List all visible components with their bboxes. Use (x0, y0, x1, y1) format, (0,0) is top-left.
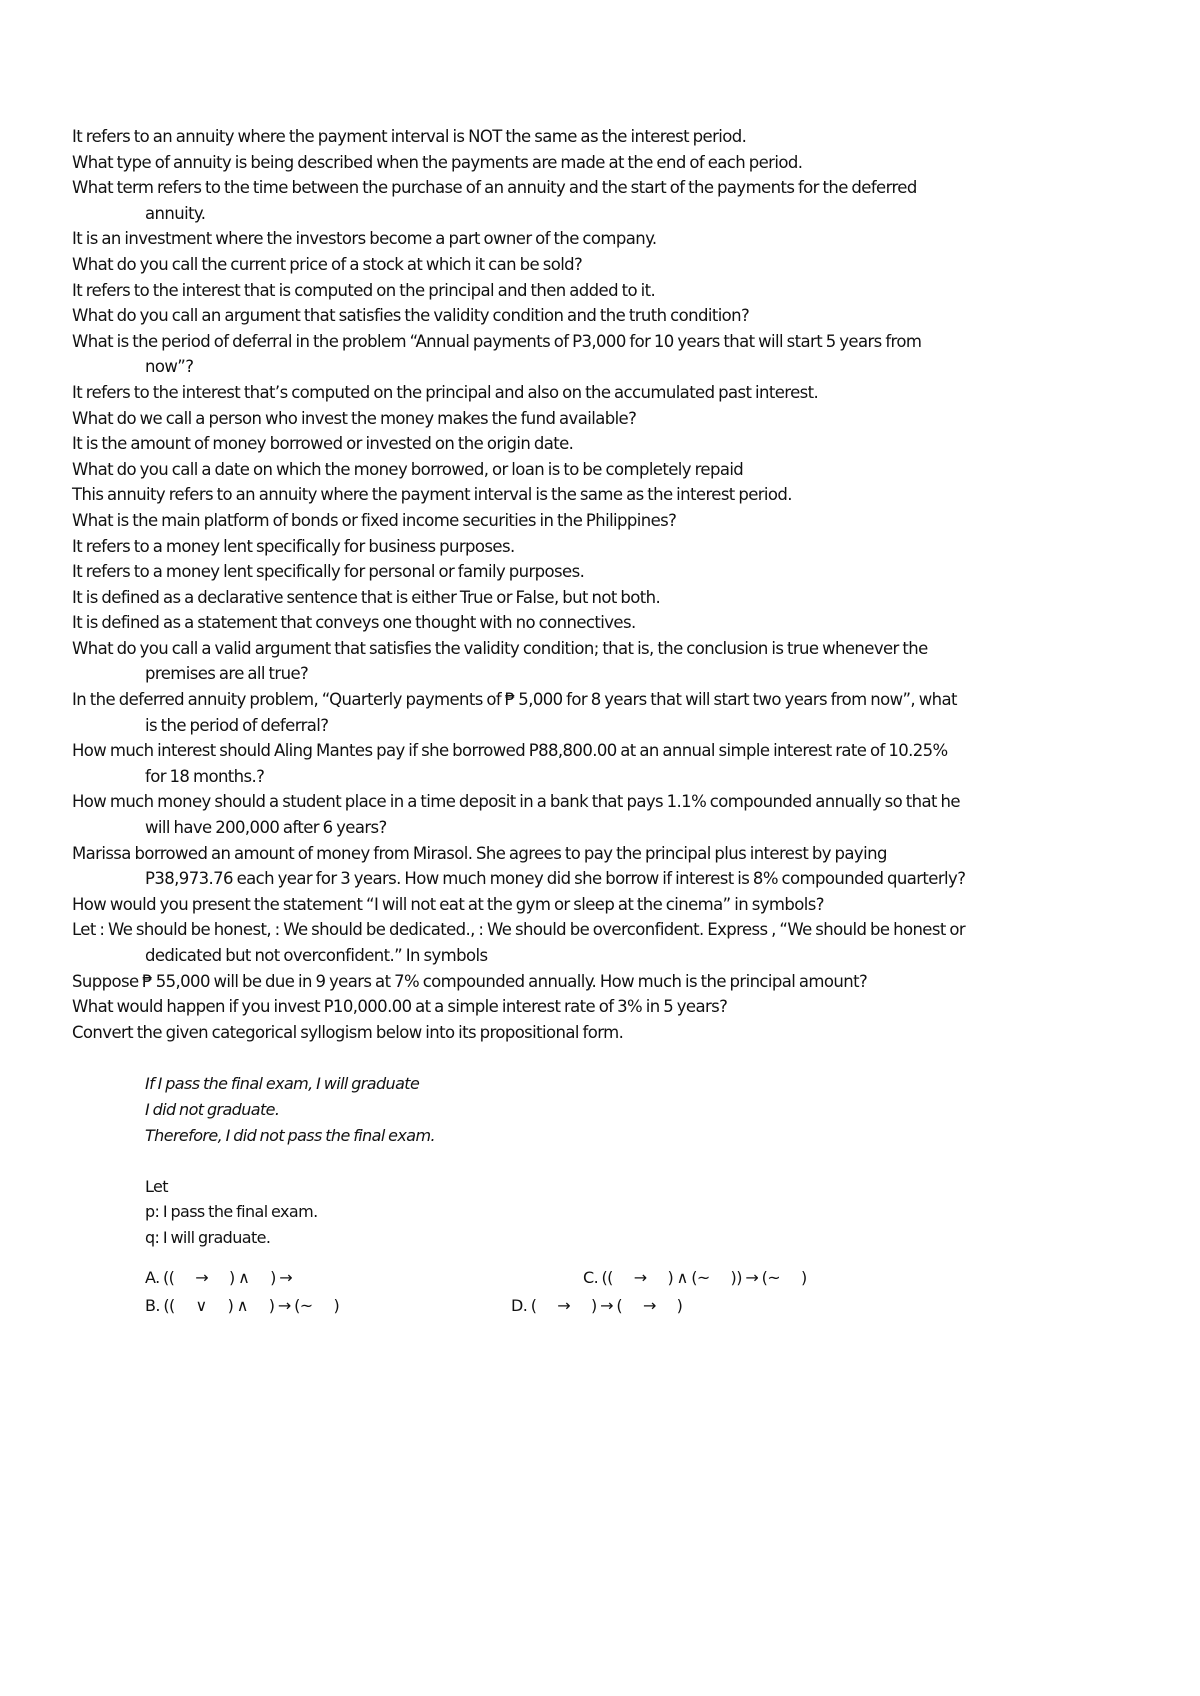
question-item: What do you call a valid argument that satisfies the validity condition; that is, the conclusion is true whenever the premises are all true? (72, 638, 928, 684)
answer-choices (145, 1265, 972, 1321)
p-definition: p: I pass the final exam. (145, 1202, 318, 1222)
let-label: Let (145, 1176, 168, 1196)
question-item: It is an investment where the investors become a part owner of the company. (72, 229, 657, 249)
question-item: What term refers to the time between the purchase of an annuity and the start of the payments for the deferred annuity. (72, 178, 917, 223)
question-item: Let : We should be honest, : We should be dedicated., : We should be overconfident. Express , “We should be honest or dedicated but not overconfident.” In symbols (72, 920, 966, 965)
choice-d: D. ( → ) → ( → ) (511, 1295, 683, 1315)
question-item: How much interest should Aling Mantes pay if she borrowed P88,800.00 at an annual simple interest rate of 10.25% for 18 months.? (72, 741, 948, 786)
question-list (72, 124, 972, 1321)
question-item: Marissa borrowed an amount of money from Mirasol. She agrees to pay the principal plus interest by paying P38,973.76 each year for 3 years. How much money did she borrow if interest is 8% compounded quarterly? (72, 843, 966, 889)
question-item: What type of annuity is being described when the payments are made at the end of each period. (72, 152, 803, 172)
question-item: It refers to a money lent specifically for personal or family purposes. (72, 562, 585, 582)
question-item: In the deferred annuity problem, “Quarterly payments of ₱ 5,000 for 8 years that will start two years from now”, what is the period of deferral? (72, 690, 957, 735)
question-item: What do you call the current price of a stock at which it can be sold? (72, 254, 583, 274)
choice-b: B. (( ∨ ) ∧ ) → (~ ) (145, 1295, 340, 1315)
q-definition: q: I will graduate. (145, 1227, 271, 1247)
question-item: What do you call an argument that satisfies the validity condition and the truth condition? (72, 306, 750, 326)
syllogism-premise-1: If I pass the final exam, I will graduate (145, 1074, 420, 1094)
syllogism-premise-2: I did not graduate. (145, 1099, 280, 1119)
question-item: It is the amount of money borrowed or invested on the origin date. (72, 434, 574, 454)
question-item: It is defined as a declarative sentence that is either True or False, but not both. (72, 587, 661, 607)
question-item: What is the main platform of bonds or fixed income securities in the Philippines? (72, 510, 677, 530)
question-item: How much money should a student place in a time deposit in a bank that pays 1.1% compounded annually so that he will have 200,000 after 6 years? (72, 792, 960, 838)
question-item: Suppose ₱ 55,000 will be due in 9 years at 7% compounded annually. How much is the principal amount? (72, 971, 868, 991)
question-item: It refers to a money lent specifically for business purposes. (72, 536, 515, 556)
question-item: What do you call a date on which the money borrowed, or loan is to be completely repaid (72, 459, 744, 479)
question-item: It refers to an annuity where the payment interval is NOT the same as the interest period. (72, 127, 747, 146)
choice-a: A. (( → ) ∧ ) → (145, 1267, 293, 1287)
question-item: Convert the given categorical syllogism below into its propositional form. (72, 1022, 624, 1042)
syllogism-block (72, 1071, 972, 1320)
choice-c: C. (( → ) ∧ (~ )) → (~ ) (583, 1267, 807, 1287)
syllogism-conclusion: Therefore, I did not pass the final exam. (145, 1125, 435, 1145)
question-item: It refers to the interest that’s computed on the principal and also on the accumulated past interest. (72, 382, 819, 402)
question-item: What do we call a person who invest the money makes the fund available? (72, 408, 637, 428)
question-item: What is the period of deferral in the problem “Annual payments of P3,000 for 10 years that will start 5 years from now”? (72, 331, 922, 377)
question-item: What would happen if you invest P10,000.00 at a simple interest rate of 3% in 5 years? (72, 997, 728, 1017)
question-item: How would you present the statement “I will not eat at the gym or sleep at the cinema” in symbols? (72, 894, 824, 914)
question-item: It refers to the interest that is computed on the principal and then added to it. (72, 280, 656, 300)
question-item: It is defined as a statement that conveys one thought with no connectives. (72, 613, 636, 633)
question-item: This annuity refers to an annuity where the payment interval is the same as the interest period. (72, 485, 792, 505)
